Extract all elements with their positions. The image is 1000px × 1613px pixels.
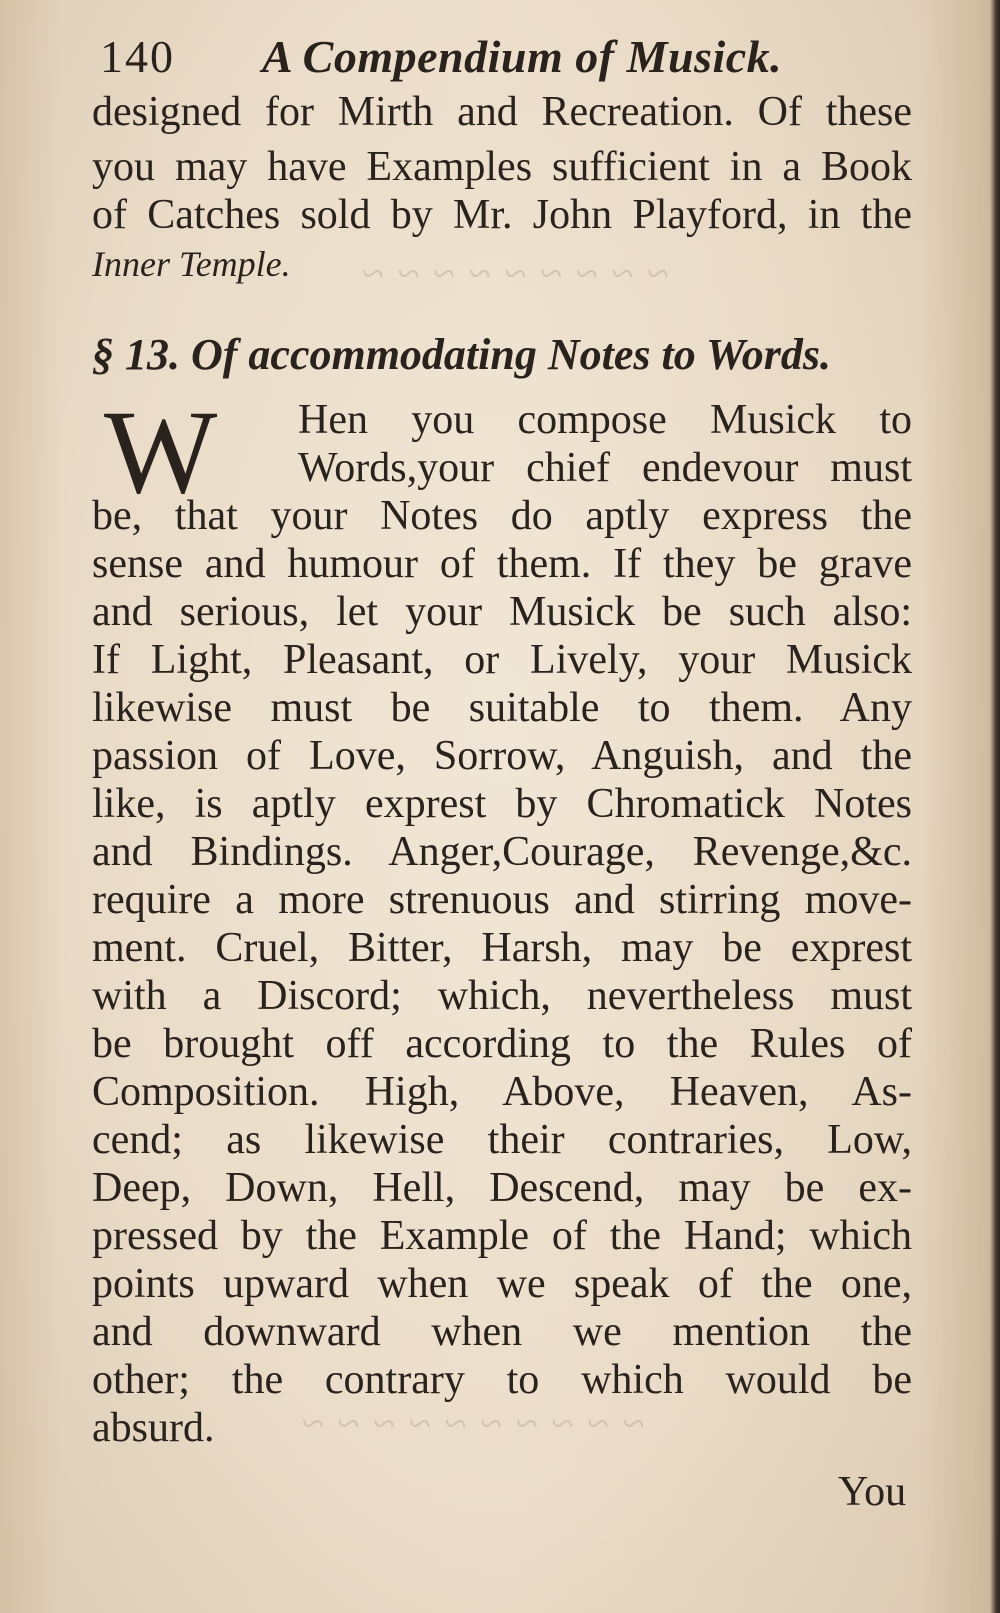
show-through-bleed: ~ ~ ~ ~ ~ ~ ~ ~ ~ ~ (300, 1401, 645, 1446)
section-heading: § 13. Of accommodating Notes to Words. (92, 330, 832, 379)
paragraph-line: and Bindings. Anger,Courage, Revenge,&c. (92, 829, 912, 875)
paragraph-line: and serious, let your Musick be such also: (92, 589, 912, 635)
drop-cap: W (104, 385, 218, 518)
paragraph-line: passion of Love, Sorrow, Anguish, and the (92, 733, 912, 779)
paragraph-line: be, that your Notes do aptly express the (92, 493, 912, 539)
paragraph-line: Words,your chief endevour must (298, 445, 912, 491)
paragraph-line: other; the contrary to which would be (92, 1357, 912, 1403)
continued-line: designed for Mirth and Recreation. Of these (92, 89, 912, 135)
page-binding-edge (990, 0, 1000, 1613)
continued-line: of Catches sold by Mr. John Playford, in the (92, 192, 912, 238)
paragraph-line: points upward when we speak of the one, (92, 1261, 912, 1307)
paragraph-line: and downward when we mention the (92, 1309, 912, 1355)
paragraph-line: sense and humour of them. If they be grave (92, 541, 912, 587)
paragraph-line: If Light, Pleasant, or Lively, your Musick (92, 637, 912, 683)
paragraph-line: be brought off according to the Rules of (92, 1021, 912, 1067)
paragraph-line: cend; as likewise their contraries, Low, (92, 1117, 912, 1163)
paragraph-line: Hen you compose Musick to (298, 397, 912, 443)
paragraph-line: like, is aptly exprest by Chromatick Notes (92, 781, 912, 827)
catchword: You (838, 1469, 907, 1515)
continued-line: Inner Temple. (92, 244, 291, 284)
paragraph-line: Composition. High, Above, Heaven, As- (92, 1069, 912, 1115)
continued-line: you may have Examples sufficient in a Book (92, 144, 912, 190)
show-through-bleed: ~ ~ ~ ~ ~ ~ ~ ~ ~ (360, 251, 669, 296)
page-number: 140 (100, 31, 175, 82)
paragraph-line: likewise must be suitable to them. Any (92, 685, 912, 731)
paragraph-line: ment. Cruel, Bitter, Harsh, may be exprest (92, 925, 912, 971)
paragraph-line: Deep, Down, Hell, Descend, may be ex- (92, 1165, 912, 1211)
paragraph-line: require a more strenuous and stirring move- (92, 877, 912, 923)
page-header (92, 22, 922, 92)
paragraph-line: with a Discord; which, nevertheless must (92, 973, 912, 1019)
paragraph-line: pressed by the Example of the Hand; which (92, 1213, 912, 1259)
paragraph-line: absurd. (92, 1405, 215, 1451)
running-title: A Compendium of Musick. (262, 31, 783, 82)
